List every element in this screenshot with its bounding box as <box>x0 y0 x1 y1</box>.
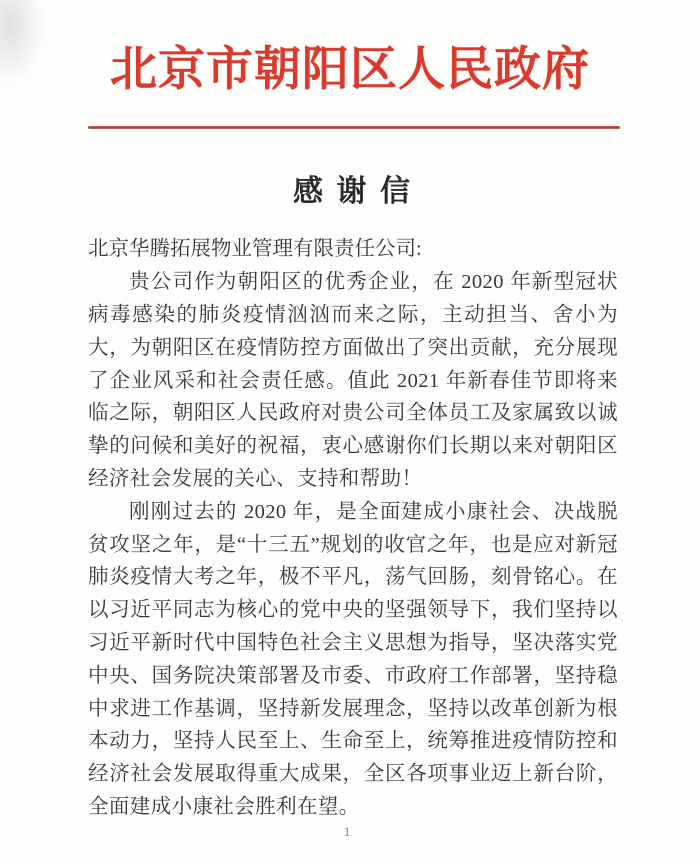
letter-body <box>88 175 618 824</box>
paragraph-2: 刚刚过去的 2020 年，是全面建成小康社会、决战脱贫攻坚之年，是“十三五”规划的收官之年，也是应对新冠肺炎疫情大考之年，极不平凡，荡气回肠，刻骨铭心。在以习近平同志为核心的党中央的坚强领导下，我们坚持以习近平新时代中国特色社会主义思想为指导，坚决落实党中央、国务院决策部署及市委、市政府工作部署，坚持稳中求进工作基调，坚持新发展理念，坚持以改革创新为根本动力，坚持人民至上、生命至上，统筹推进疫情防控和经济社会发展取得重大成果，全区各项事业迈上新台阶，全面建成小康社会胜利在望。 <box>88 500 618 818</box>
letterhead-rule <box>88 126 620 129</box>
letterhead <box>0 0 700 129</box>
page-number: 1 <box>343 824 351 839</box>
organization-name: 北京市朝阳区人民政府 <box>110 44 590 96</box>
letter-title: 感 谢 信 <box>293 175 413 209</box>
paragraph-1: 贵公司作为朝阳区的优秀企业，在 2020 年新型冠状病毒感染的肺炎疫情汹汹而来之际，主动担当、舍小为大，为朝阳区在疫情防控方面做出了突出贡献，充分展现了企业风采和社会责任感。值此 2021 年新春佳节即将来临之际，朝阳区人民政府对贵公司全体员工及家属致以诚挚的问候和美好的祝福，衷心感谢你们长期以来对朝阳区经济社会发展的关心、支持和帮助！ <box>88 271 618 490</box>
addressee-line: 北京华腾拓展物业管理有限责任公司: <box>88 238 422 261</box>
